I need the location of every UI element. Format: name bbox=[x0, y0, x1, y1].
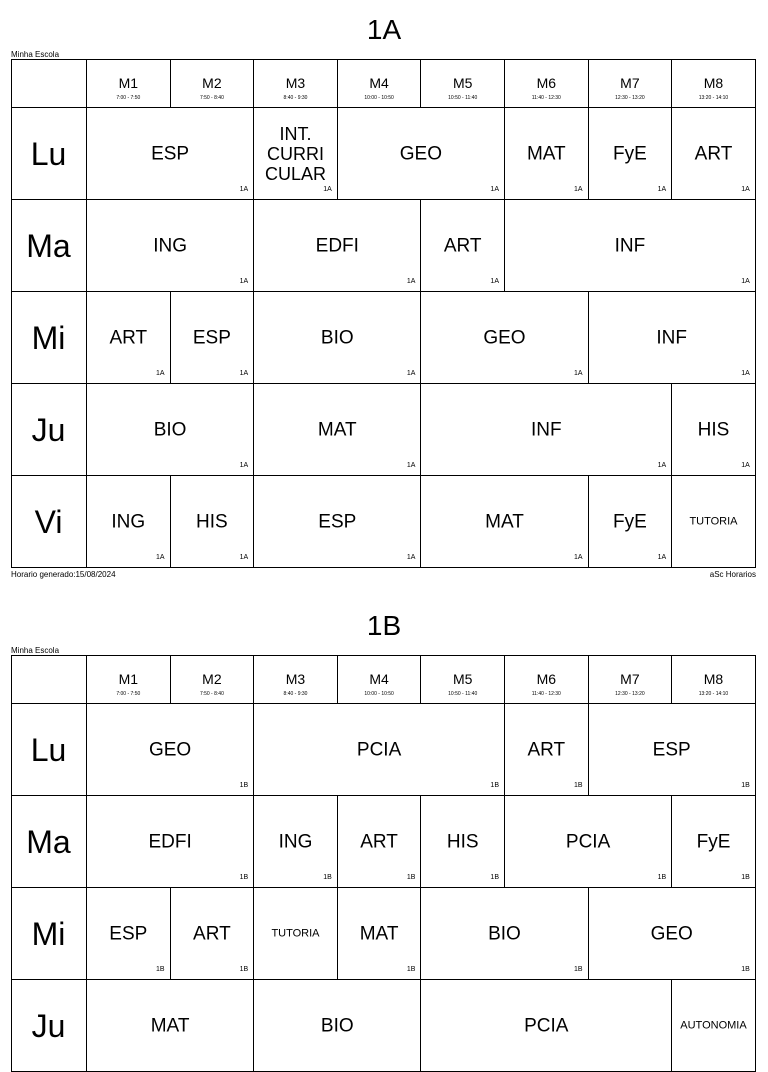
school-name: Minha Escola bbox=[11, 646, 60, 655]
period-header-m4 bbox=[338, 655, 422, 704]
lesson-cell[interactable] bbox=[254, 108, 338, 200]
period-header-m3 bbox=[254, 655, 338, 704]
lesson-subject: FyE bbox=[696, 831, 731, 852]
period-header-m7 bbox=[589, 655, 673, 704]
lesson-subject: INF bbox=[530, 419, 562, 440]
lesson-cell[interactable] bbox=[421, 200, 505, 292]
lesson-cell[interactable] bbox=[254, 888, 338, 980]
lesson-cell[interactable] bbox=[171, 292, 255, 384]
class-tag: 1A bbox=[323, 186, 332, 193]
lesson-subject: PCIA bbox=[524, 1015, 569, 1036]
class-tag: 1B bbox=[657, 874, 667, 881]
lesson-subject: GEO bbox=[399, 143, 442, 164]
lesson-subject: BIO bbox=[153, 419, 187, 440]
lesson-cell[interactable] bbox=[254, 200, 421, 292]
day-label: Mi bbox=[31, 915, 66, 952]
lesson-cell[interactable] bbox=[672, 384, 756, 476]
class-tag: 1A bbox=[490, 186, 499, 193]
lesson-subject: BIO bbox=[488, 923, 521, 944]
lesson-cell[interactable] bbox=[87, 476, 171, 568]
day-label: Ma bbox=[26, 823, 71, 860]
lesson-cell[interactable] bbox=[254, 796, 338, 888]
lesson-subject: ESP bbox=[318, 511, 357, 532]
lesson-cell[interactable] bbox=[254, 980, 421, 1072]
class-tag: 1A bbox=[490, 278, 499, 285]
day-label: Mi bbox=[31, 319, 66, 356]
lesson-cell[interactable] bbox=[505, 200, 756, 292]
lesson-cell[interactable] bbox=[505, 704, 589, 796]
lesson-subject: ING bbox=[111, 511, 146, 532]
lesson-subject: BIO bbox=[320, 1015, 354, 1036]
period-time: 7:50 - 8:40 bbox=[199, 691, 224, 697]
lesson-cell[interactable] bbox=[254, 704, 505, 796]
school-name: Minha Escola bbox=[11, 50, 60, 59]
period-header-m3 bbox=[254, 59, 338, 108]
lesson-subject: INF bbox=[656, 327, 687, 348]
class-tag: 1A bbox=[406, 554, 416, 561]
lesson-cell[interactable] bbox=[421, 888, 588, 980]
class-tag: 1A bbox=[239, 186, 249, 193]
lesson-subject: ART bbox=[109, 327, 148, 348]
period-time: 13:20 - 14:10 bbox=[698, 95, 729, 101]
period-header-m8 bbox=[672, 655, 756, 704]
lesson-cell[interactable] bbox=[87, 980, 254, 1072]
lesson-cell[interactable] bbox=[421, 796, 505, 888]
lesson-subject: MAT bbox=[526, 143, 566, 164]
lesson-cell[interactable] bbox=[87, 384, 254, 476]
period-name: M5 bbox=[452, 671, 473, 687]
class-tag: 1A bbox=[406, 462, 416, 469]
day-cell-mi bbox=[11, 888, 87, 980]
lesson-subject: ART bbox=[694, 143, 733, 164]
period-name: M6 bbox=[536, 75, 557, 91]
lesson-subject: EDFI bbox=[315, 235, 359, 256]
day-cell-ma bbox=[11, 200, 87, 292]
period-time: 8:40 - 9:30 bbox=[283, 95, 308, 101]
lesson-subject: INF bbox=[614, 235, 646, 256]
class-tag: 1A bbox=[657, 186, 667, 193]
lesson-cell[interactable] bbox=[338, 108, 505, 200]
class-tag: 1B bbox=[741, 782, 750, 789]
class-tag: 1B bbox=[239, 966, 249, 973]
lesson-subject: BIO bbox=[320, 327, 354, 348]
lesson-subject: FyE bbox=[613, 511, 647, 532]
lesson-subject: ART bbox=[527, 739, 566, 760]
class-tag: 1B bbox=[741, 966, 750, 973]
lesson-subject: MAT bbox=[359, 923, 399, 944]
lesson-cell[interactable] bbox=[87, 704, 254, 796]
lesson-subject: ESP bbox=[151, 143, 190, 164]
period-name: M8 bbox=[703, 75, 724, 91]
period-header-m6 bbox=[505, 655, 589, 704]
lesson-subject: AUTONOMIA bbox=[680, 1019, 747, 1031]
period-time: 10:50 - 11:40 bbox=[448, 95, 478, 101]
lesson-subject: TUTORIA bbox=[271, 927, 320, 939]
lesson-cell[interactable] bbox=[672, 108, 756, 200]
lesson-cell[interactable] bbox=[87, 796, 254, 888]
lesson-cell[interactable] bbox=[589, 476, 673, 568]
period-name: M8 bbox=[703, 671, 724, 687]
class-tag: 1A bbox=[239, 370, 249, 377]
period-name: M1 bbox=[118, 75, 139, 91]
class-tag: 1B bbox=[239, 874, 249, 881]
lesson-subject: PCIA bbox=[565, 831, 611, 852]
class-tag: 1B bbox=[406, 874, 416, 881]
class-tag: 1B bbox=[156, 966, 165, 973]
class-tag: 1A bbox=[239, 554, 249, 561]
class-tag: 1A bbox=[574, 554, 583, 561]
day-cell-vi bbox=[11, 476, 87, 568]
timetable-grid bbox=[11, 59, 756, 568]
period-header-m1 bbox=[87, 59, 171, 108]
lesson-cell[interactable] bbox=[589, 888, 756, 980]
lesson-cell[interactable] bbox=[87, 200, 254, 292]
period-name: M7 bbox=[620, 75, 640, 91]
timetable-grid bbox=[11, 655, 756, 1072]
lesson-subject: MAT bbox=[485, 511, 524, 532]
class-tag: 1A bbox=[574, 370, 583, 377]
period-time: 7:00 - 7:50 bbox=[116, 691, 141, 697]
lesson-cell[interactable] bbox=[589, 108, 673, 200]
lesson-cell[interactable] bbox=[672, 980, 756, 1072]
lesson-subject: GEO bbox=[148, 739, 192, 760]
lesson-cell[interactable] bbox=[171, 888, 255, 980]
lesson-cell[interactable] bbox=[421, 980, 672, 1072]
class-tag: 1A bbox=[741, 462, 750, 469]
timetable-title: 1B bbox=[366, 610, 402, 641]
class-tag: 1B bbox=[239, 782, 249, 789]
lesson-subject: ART bbox=[443, 235, 482, 256]
day-label: Vi bbox=[34, 503, 63, 540]
period-name: M6 bbox=[536, 671, 557, 687]
period-name: M3 bbox=[285, 671, 306, 687]
day-label: Lu bbox=[30, 135, 67, 172]
lesson-subject: FyE bbox=[613, 143, 647, 164]
footer-software-name: aSc Horarios bbox=[709, 570, 756, 579]
period-header-m4 bbox=[338, 59, 422, 108]
period-name: M5 bbox=[452, 75, 473, 91]
lesson-cell[interactable] bbox=[505, 796, 672, 888]
period-time: 10:50 - 11:40 bbox=[448, 691, 478, 697]
lesson-subject: MAT bbox=[317, 419, 357, 440]
lesson-subject: ESP bbox=[109, 923, 148, 944]
class-tag: 1A bbox=[156, 370, 165, 377]
day-cell-ma bbox=[11, 796, 87, 888]
period-time: 7:00 - 7:50 bbox=[116, 95, 141, 101]
day-label: Lu bbox=[30, 731, 67, 768]
lesson-cell[interactable] bbox=[87, 108, 254, 200]
lesson-subject: ART bbox=[193, 923, 231, 944]
class-tag: 1A bbox=[156, 554, 165, 561]
day-cell-ju bbox=[11, 980, 87, 1072]
lesson-subject: HIS bbox=[446, 831, 479, 852]
period-time: 13:20 - 14:10 bbox=[698, 691, 729, 697]
lesson-cell[interactable] bbox=[254, 292, 421, 384]
day-cell-lu bbox=[11, 108, 87, 200]
timetable-title: 1A bbox=[366, 14, 402, 45]
class-tag: 1B bbox=[406, 966, 416, 973]
corner-cell bbox=[11, 59, 87, 108]
period-name: M3 bbox=[285, 75, 306, 91]
day-label: Ma bbox=[26, 227, 71, 264]
lesson-cell[interactable] bbox=[87, 888, 171, 980]
period-name: M1 bbox=[118, 671, 139, 687]
lesson-cell[interactable] bbox=[421, 292, 588, 384]
class-tag: 1A bbox=[239, 462, 249, 469]
class-tag: 1B bbox=[741, 874, 750, 881]
lesson-cell[interactable] bbox=[254, 384, 421, 476]
class-tag: 1A bbox=[574, 186, 583, 193]
period-header-m2 bbox=[171, 655, 255, 704]
period-time: 8:40 - 9:30 bbox=[283, 691, 308, 697]
lesson-cell[interactable] bbox=[672, 476, 756, 568]
class-tag: 1B bbox=[574, 782, 583, 789]
lesson-subject: ESP bbox=[192, 327, 231, 348]
period-time: 12:30 - 13:20 bbox=[615, 95, 645, 101]
lesson-subject: ING bbox=[153, 235, 187, 256]
lesson-subject: INT. CURRI CULAR bbox=[264, 123, 326, 184]
lesson-cell[interactable] bbox=[589, 292, 756, 384]
lesson-cell[interactable] bbox=[505, 108, 589, 200]
lesson-cell[interactable] bbox=[338, 888, 422, 980]
lesson-subject: HIS bbox=[697, 419, 730, 440]
lesson-subject: ART bbox=[360, 831, 398, 852]
lesson-subject: GEO bbox=[650, 923, 693, 944]
day-cell-ju bbox=[11, 384, 87, 476]
timetable-1b bbox=[0, 596, 768, 1044]
period-header-m5 bbox=[421, 655, 505, 704]
class-tag: 1A bbox=[741, 278, 750, 285]
lesson-subject: GEO bbox=[483, 327, 526, 348]
period-time: 10:00 - 10:50 bbox=[364, 691, 394, 697]
lesson-cell[interactable] bbox=[87, 292, 171, 384]
lesson-cell[interactable] bbox=[421, 476, 588, 568]
lesson-subject: EDFI bbox=[148, 831, 192, 852]
day-cell-lu bbox=[11, 704, 87, 796]
lesson-cell[interactable] bbox=[421, 384, 672, 476]
period-name: M4 bbox=[369, 671, 389, 687]
period-header-m5 bbox=[421, 59, 505, 108]
footer-generated-date: Horario generado:15/08/2024 bbox=[11, 570, 116, 579]
period-name: M7 bbox=[620, 671, 640, 687]
period-header-m8 bbox=[672, 59, 756, 108]
class-tag: 1B bbox=[490, 782, 499, 789]
class-tag: 1A bbox=[741, 370, 750, 377]
day-cell-mi bbox=[11, 292, 87, 384]
period-name: M2 bbox=[202, 75, 222, 91]
day-label: Ju bbox=[31, 411, 66, 448]
class-tag: 1B bbox=[490, 874, 499, 881]
class-tag: 1A bbox=[406, 370, 416, 377]
period-time: 11:40 - 12:30 bbox=[531, 95, 561, 101]
lesson-cell[interactable] bbox=[171, 476, 255, 568]
class-tag: 1A bbox=[657, 554, 667, 561]
corner-cell bbox=[11, 655, 87, 704]
lesson-cell[interactable] bbox=[589, 704, 756, 796]
period-header-m1 bbox=[87, 655, 171, 704]
lesson-subject: ESP bbox=[652, 739, 691, 760]
lesson-cell[interactable] bbox=[672, 796, 756, 888]
class-tag: 1A bbox=[406, 278, 416, 285]
lesson-subject: TUTORIA bbox=[689, 515, 738, 527]
period-header-m7 bbox=[589, 59, 673, 108]
period-time: 12:30 - 13:20 bbox=[615, 691, 645, 697]
lesson-cell[interactable] bbox=[254, 476, 421, 568]
period-time: 7:50 - 8:40 bbox=[199, 95, 224, 101]
period-header-m6 bbox=[505, 59, 589, 108]
class-tag: 1A bbox=[239, 278, 249, 285]
class-tag: 1A bbox=[741, 186, 750, 193]
lesson-subject: PCIA bbox=[356, 739, 402, 760]
period-name: M2 bbox=[202, 671, 222, 687]
class-tag: 1B bbox=[323, 874, 332, 881]
period-name: M4 bbox=[369, 75, 389, 91]
day-label: Ju bbox=[31, 1007, 66, 1044]
class-tag: 1B bbox=[574, 966, 583, 973]
class-tag: 1A bbox=[657, 462, 667, 469]
period-time: 10:00 - 10:50 bbox=[364, 95, 394, 101]
period-time: 11:40 - 12:30 bbox=[531, 691, 561, 697]
lesson-subject: MAT bbox=[150, 1015, 190, 1036]
lesson-cell[interactable] bbox=[338, 796, 422, 888]
lesson-subject: ING bbox=[278, 831, 313, 852]
period-header-m2 bbox=[171, 59, 255, 108]
lesson-subject: HIS bbox=[196, 511, 228, 532]
